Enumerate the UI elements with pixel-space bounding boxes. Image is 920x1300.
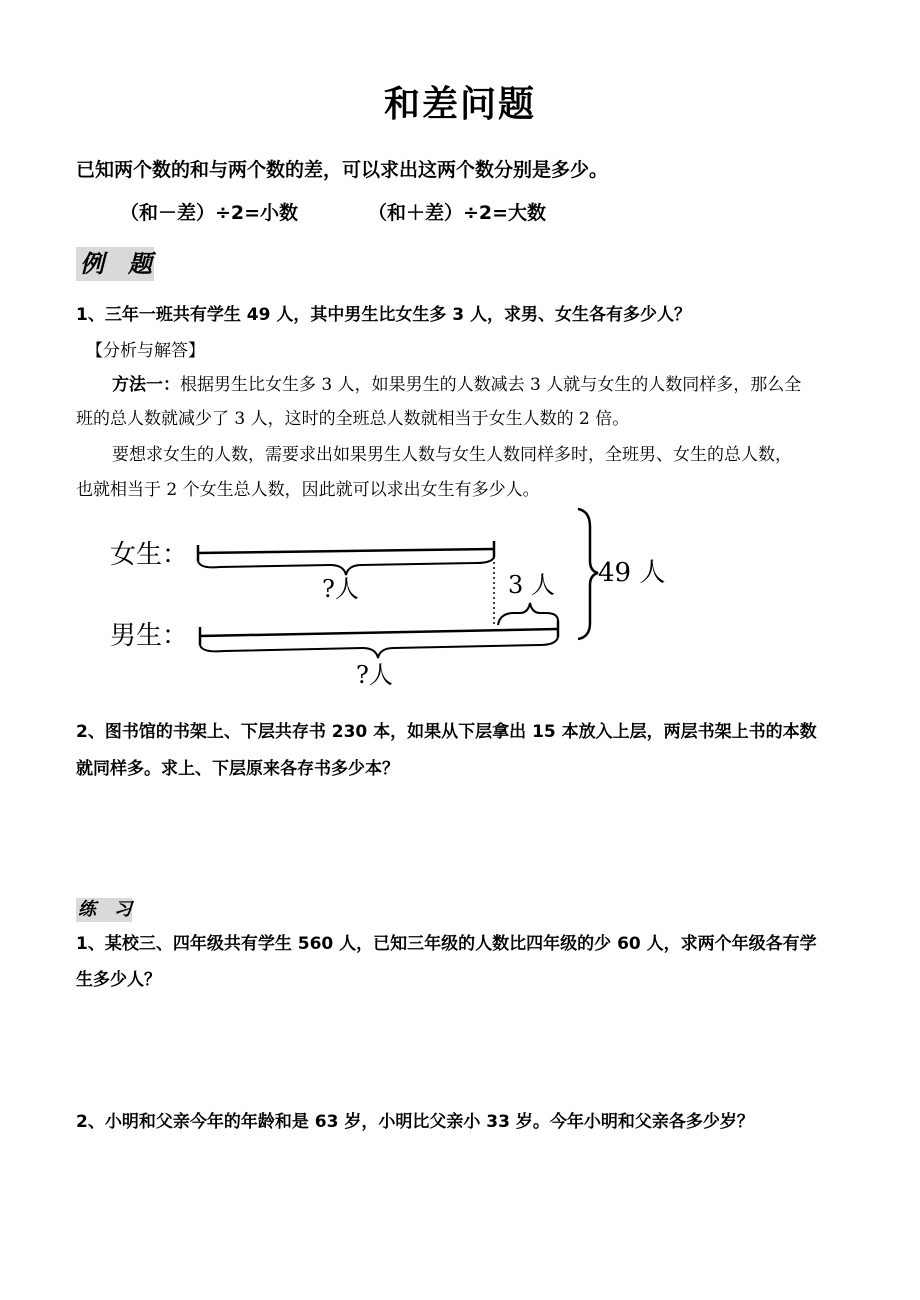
- girls-segment: [198, 541, 494, 561]
- section-examples-heading: 例 题: [76, 247, 154, 281]
- boys-label: 男生：: [110, 621, 189, 651]
- boys-segment: [200, 621, 558, 645]
- practice2-line1: 2、小明和父亲今年的年龄和是 63 岁，小明比父亲小 33 岁。今年小明和父亲各多少岁？: [76, 1112, 754, 1132]
- boys-brace: [200, 637, 558, 658]
- difference-label: 3 人: [508, 571, 555, 599]
- girls-label: 女生：: [110, 540, 189, 570]
- section-practice-heading: 练 习: [78, 899, 132, 920]
- difference-brace: [498, 603, 558, 625]
- method-label: 方法一：: [112, 375, 180, 395]
- example2-line1: 2、图书馆的书架上、下层共存书 230 本，如果从下层拿出 15 本放入上层，两层书架上书的本数: [76, 722, 817, 742]
- formula-large: （和＋差）÷2=大数: [368, 202, 547, 224]
- total-brace: [578, 509, 598, 639]
- practice1-line1: 1、某校三、四年级共有学生 560 人，已知三年级的人数比四年级的少 60 人，求两个年级各有学: [76, 934, 817, 954]
- girls-unknown: ?人: [322, 575, 359, 603]
- boys-unknown: ?人: [356, 661, 393, 689]
- method-line2: 班的总人数就减少了 3 人，这时的全班总人数就相当于女生人数的 2 倍。: [76, 409, 630, 429]
- line-segment-diagram: [100, 505, 680, 695]
- para2-line2: 也就相当于 2 个女生总人数，因此就可以求出女生有多少人。: [76, 480, 540, 500]
- formula-small: （和－差）÷2=小数: [120, 202, 299, 224]
- girls-brace: [198, 557, 494, 575]
- page-title: 和差问题: [383, 84, 536, 125]
- example1-question: 1、三年一班共有学生 49 人，其中男生比女生多 3 人，求男、女生各有多少人？: [76, 305, 691, 325]
- method-text: 根据男生比女生多 3 人，如果男生的人数减去 3 人就与女生的人数同样多，那么全: [180, 375, 802, 395]
- intro-text: 已知两个数的和与两个数的差，可以求出这两个数分别是多少。: [76, 159, 609, 181]
- para2-line1: 要想求女生的人数，需要求出如果男生人数与女生人数同样多时，全班男、女生的总人数，: [112, 445, 792, 465]
- practice1-line2: 生多少人？: [76, 970, 161, 990]
- analysis-label: 【分析与解答】: [86, 341, 205, 361]
- example2-line2: 就同样多。求上、下层原来各存书多少本？: [76, 759, 399, 779]
- total-label: 49 人: [598, 558, 666, 588]
- method-line1: [112, 368, 862, 403]
